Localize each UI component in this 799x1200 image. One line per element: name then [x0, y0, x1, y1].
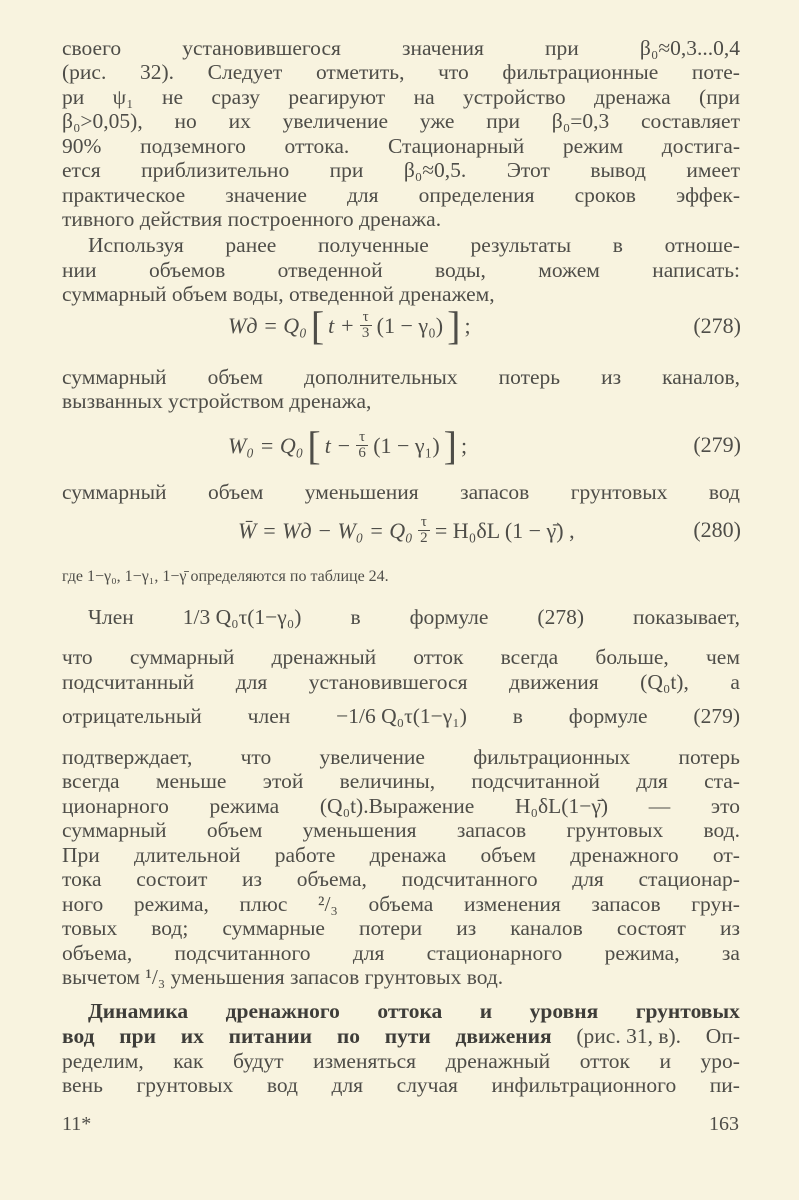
word: β₀≈0,5.: [403, 158, 467, 182]
word: установившегося: [308, 670, 468, 694]
text-line: [62, 645, 740, 669]
word: но: [174, 109, 197, 133]
word: вызванных устройством дренажа,: [62, 389, 372, 413]
word: от-: [712, 843, 740, 867]
word: при: [329, 158, 364, 182]
word: грунтовых: [570, 480, 668, 504]
word: плюс: [239, 892, 288, 916]
word: объем: [480, 843, 536, 867]
word: всегда: [500, 645, 559, 669]
word: что: [438, 60, 469, 84]
equation-number-279: (279): [693, 432, 741, 457]
word: товых: [62, 916, 118, 940]
word: имеет: [686, 158, 740, 182]
word: подтверждает,: [62, 745, 193, 769]
word: движения: [455, 1024, 552, 1048]
word: пи-: [709, 1073, 740, 1097]
word: —: [648, 794, 671, 818]
text-line: [62, 109, 740, 133]
word: (278): [537, 605, 584, 629]
word: дренажного: [225, 999, 340, 1023]
word: суммарный: [129, 645, 235, 669]
word: (рис. 31, в).: [576, 1024, 682, 1048]
numerator: τ: [418, 515, 430, 531]
word: ционарного: [62, 794, 169, 818]
word: что: [240, 745, 272, 769]
word: отрицательный: [62, 704, 202, 728]
word: объема,: [296, 867, 367, 891]
word: режима: [209, 794, 280, 818]
text-line: [62, 134, 740, 158]
eq-punct: ;: [464, 312, 471, 338]
eq-lhs: W̄ = Wд − W₀ = Q₀: [238, 517, 413, 543]
word: β₀>0,05),: [62, 109, 143, 133]
fraction: [418, 515, 430, 546]
word: из: [456, 916, 477, 940]
bracket-right: ]: [447, 302, 461, 348]
word: 90%: [62, 134, 102, 158]
word: результаты: [470, 233, 572, 257]
word: увеличение: [319, 745, 425, 769]
text-line: [88, 605, 740, 629]
word: будут: [232, 1049, 284, 1073]
word: режима,: [604, 941, 680, 965]
word: Стационарный: [387, 134, 525, 158]
eq-term: = H₀δL (1 − γ̄) ,: [434, 517, 575, 543]
word: в: [612, 233, 623, 257]
word: H₀δL(1−γ̄): [515, 794, 608, 818]
word: эффек-: [676, 183, 740, 207]
word: отток: [413, 645, 464, 669]
word: вод: [266, 1073, 298, 1097]
text-line: [62, 60, 740, 84]
word: −1/6 Q₀τ(1−γ₁): [336, 704, 467, 728]
word: дренажный: [445, 1049, 551, 1073]
word: можем: [538, 258, 600, 282]
word: в: [350, 605, 361, 629]
word: режим: [562, 134, 624, 158]
equation-278: [228, 302, 471, 348]
word: увеличение: [282, 109, 389, 133]
word: вень: [62, 1073, 103, 1097]
word: объем: [206, 818, 263, 842]
word: питании: [228, 1024, 313, 1048]
word: подсчитанного: [401, 867, 538, 891]
word: при: [119, 1024, 156, 1048]
word: дренажного: [570, 843, 679, 867]
word: (279): [693, 704, 740, 728]
text-line: [62, 745, 740, 769]
word: тока: [62, 867, 102, 891]
word: меньше: [155, 769, 227, 793]
word: дренажа: [594, 85, 671, 109]
word: суммарный: [62, 365, 167, 389]
equation-279: [228, 422, 468, 468]
word: объем: [207, 480, 264, 504]
word: а: [730, 670, 740, 694]
text-line: [62, 158, 740, 182]
word: воды,: [434, 258, 486, 282]
word: реагируют: [288, 85, 386, 109]
bracket-left: [: [307, 422, 321, 468]
word: где 1−γ₀, 1−γ₁, 1−γ̄ определяются по таблице 24.: [62, 568, 389, 585]
word: устройство: [462, 85, 566, 109]
word: ется: [62, 158, 101, 182]
word: ранее: [225, 233, 277, 257]
word: суммарный объем воды, отведенной дренажем,: [62, 282, 495, 306]
word: по: [336, 1024, 360, 1048]
word: пути: [384, 1024, 431, 1048]
word: объема,: [62, 941, 133, 965]
word: вывод: [590, 158, 646, 182]
text-line: [62, 867, 740, 891]
text-line: [62, 183, 740, 207]
word: при: [545, 36, 579, 60]
word: формуле: [409, 605, 489, 629]
eq-lhs: W₀ = Q₀: [228, 432, 304, 458]
word: дренажа: [369, 843, 447, 867]
word: уро-: [700, 1049, 740, 1073]
equation-number-280: (280): [693, 517, 741, 542]
word: вод: [708, 480, 740, 504]
word: уменьшения: [304, 480, 419, 504]
eq-term: (1 − γ₀): [376, 312, 444, 338]
signature-mark: 11*: [62, 1113, 92, 1135]
text-line: [62, 704, 740, 728]
text-line: [88, 999, 740, 1023]
word: вычетом ¹/₃ уменьшения запасов грунтовых вод.: [62, 965, 504, 989]
numerator: τ: [356, 430, 368, 446]
word: из: [601, 365, 622, 389]
text-line: [62, 916, 740, 940]
word: случая: [396, 1073, 458, 1097]
word: ²/₃: [318, 892, 338, 916]
eq-term: t +: [328, 312, 355, 338]
numerator: τ: [360, 310, 372, 326]
word: длительной: [134, 843, 241, 867]
word: (при: [699, 85, 740, 109]
word: из: [720, 916, 740, 940]
text-line: [88, 233, 740, 257]
word: Используя: [88, 233, 184, 257]
word: составляет: [641, 109, 740, 133]
word: потерь: [678, 745, 740, 769]
text-line: [62, 1024, 740, 1048]
word: Член: [88, 605, 134, 629]
text-line: [62, 1049, 740, 1073]
bracket-left: [: [310, 302, 325, 348]
text-line: [62, 258, 740, 282]
word: фильтрационные: [502, 60, 659, 84]
text-line: [62, 794, 740, 818]
word: ста-: [704, 769, 740, 793]
word: стационарного: [426, 941, 563, 965]
word: подсчитанный: [62, 670, 195, 694]
eq-term: (1 − γ₁): [373, 432, 440, 458]
word: из: [242, 867, 263, 891]
word: Этот: [506, 158, 550, 182]
word: Оп-: [705, 1024, 740, 1048]
word: больше,: [595, 645, 669, 669]
word: β₀=0,3: [551, 109, 610, 133]
text-line: [62, 565, 740, 589]
word: объем: [207, 365, 263, 389]
word: дополнительных: [304, 365, 458, 389]
word: ного: [62, 892, 104, 916]
text-line: [62, 892, 740, 916]
equation-number-278: (278): [693, 313, 741, 338]
word: и: [479, 999, 493, 1023]
word: что: [62, 645, 93, 669]
word: 1/3 Q₀τ(1−γ₀): [182, 605, 302, 629]
word: всегда: [62, 769, 120, 793]
word: движения: [509, 670, 599, 694]
fraction: [356, 430, 368, 461]
word: (Q₀t),: [640, 670, 689, 694]
word: (Q₀t).Выражение: [319, 794, 475, 818]
word: тивного действия построенного дренажа.: [62, 207, 442, 231]
word: чем: [705, 645, 740, 669]
word: суммарный: [62, 480, 167, 504]
word: как: [173, 1049, 204, 1073]
word: состоит: [136, 867, 208, 891]
word: величины,: [339, 769, 436, 793]
word: объемов: [148, 258, 226, 282]
eq-punct: ;: [460, 432, 468, 458]
denominator: 6: [358, 445, 366, 461]
word: Следует: [207, 60, 283, 84]
text-line: [62, 207, 740, 231]
word: не: [161, 85, 184, 109]
text-line: [62, 843, 740, 867]
word: отток: [579, 1049, 630, 1073]
word: полученные: [317, 233, 429, 257]
word: и: [659, 1049, 671, 1073]
word: 32).: [139, 60, 175, 84]
word: написать:: [652, 258, 740, 282]
text-line: [62, 282, 740, 306]
word: для: [346, 183, 379, 207]
text-line: [62, 670, 740, 694]
word: потери: [359, 916, 423, 940]
text-line: [62, 480, 740, 504]
word: член: [247, 704, 291, 728]
word: своего: [62, 36, 122, 60]
word: запасов: [591, 892, 661, 916]
word: отведенной: [277, 258, 383, 282]
word: за: [721, 941, 740, 965]
word: подсчитанной: [471, 769, 600, 793]
word: суммарные: [222, 916, 325, 940]
word: это: [710, 794, 740, 818]
word: изменения: [463, 892, 561, 916]
word: (рис.: [62, 60, 107, 84]
word: изменяться: [313, 1049, 416, 1073]
equation-280: [238, 515, 575, 546]
bracket-right: ]: [443, 422, 457, 468]
text-line: [62, 965, 740, 989]
text-line: [62, 818, 740, 842]
word: для: [331, 1073, 364, 1097]
eq-term: t −: [324, 432, 352, 458]
word: для: [352, 941, 385, 965]
word: их: [180, 1024, 204, 1048]
word: ределим,: [62, 1049, 144, 1073]
word: в: [512, 704, 523, 728]
word: дренажный: [271, 645, 377, 669]
eq-lhs: Wд = Q₀: [228, 312, 307, 338]
word: фильтрационных: [473, 745, 631, 769]
word: вод.: [703, 818, 740, 842]
word: поте-: [691, 60, 740, 84]
word: отноше-: [664, 233, 740, 257]
fraction: [360, 310, 372, 341]
word: суммарный: [62, 818, 167, 842]
word: запасов: [460, 480, 530, 504]
word: показывает,: [633, 605, 740, 629]
word: потерь: [498, 365, 561, 389]
word: для: [572, 867, 604, 891]
word: грунтовых: [136, 1073, 234, 1097]
word: β₀≈0,3...0,4: [639, 36, 740, 60]
word: объема: [368, 892, 434, 916]
word: каналов,: [662, 365, 740, 389]
word: сразу: [211, 85, 261, 109]
word: сроков: [574, 183, 636, 207]
word: стационар-: [638, 867, 740, 891]
text-line: [62, 941, 740, 965]
word: состоят: [616, 916, 686, 940]
word: подземного: [140, 134, 246, 158]
word: установившегося: [182, 36, 341, 60]
word: определения: [418, 183, 535, 207]
text-line: [62, 85, 740, 109]
word: грунтовых: [635, 999, 740, 1023]
word: практическое: [62, 183, 186, 207]
word: уменьшения: [302, 818, 417, 842]
word: их: [228, 109, 251, 133]
word: достига-: [661, 134, 740, 158]
word: вод: [62, 1024, 95, 1048]
word: значения: [402, 36, 484, 60]
word: для: [636, 769, 668, 793]
text-line: [62, 1073, 740, 1097]
word: каналов: [510, 916, 583, 940]
word: уже: [419, 109, 455, 133]
word: оттока: [377, 999, 443, 1023]
word: режима,: [133, 892, 209, 916]
word: для: [235, 670, 268, 694]
text-line: [62, 769, 740, 793]
text-line: [62, 365, 740, 389]
word: ри: [62, 85, 85, 109]
word: на: [413, 85, 435, 109]
word: приблизительно: [141, 158, 290, 182]
denominator: 2: [420, 530, 428, 546]
word: инфильтрационного: [491, 1073, 677, 1097]
word: вод;: [151, 916, 189, 940]
text-line: [62, 389, 740, 413]
word: ψ₁: [112, 85, 134, 109]
word: формуле: [568, 704, 648, 728]
word: этой: [262, 769, 304, 793]
word: грун-: [691, 892, 740, 916]
word: оттока.: [284, 134, 350, 158]
word: при: [486, 109, 520, 133]
word: запасов: [456, 818, 527, 842]
word: грунтовых: [566, 818, 664, 842]
word: значение: [225, 183, 307, 207]
word: нии: [62, 258, 97, 282]
text-line: [62, 36, 740, 60]
word: подсчитанного: [174, 941, 311, 965]
page-number: 163: [709, 1113, 739, 1135]
word: отметить,: [315, 60, 405, 84]
word: Динамика: [88, 999, 189, 1023]
word: уровня: [529, 999, 599, 1023]
word: работе: [274, 843, 336, 867]
denominator: 3: [361, 325, 370, 341]
word: При: [62, 843, 100, 867]
